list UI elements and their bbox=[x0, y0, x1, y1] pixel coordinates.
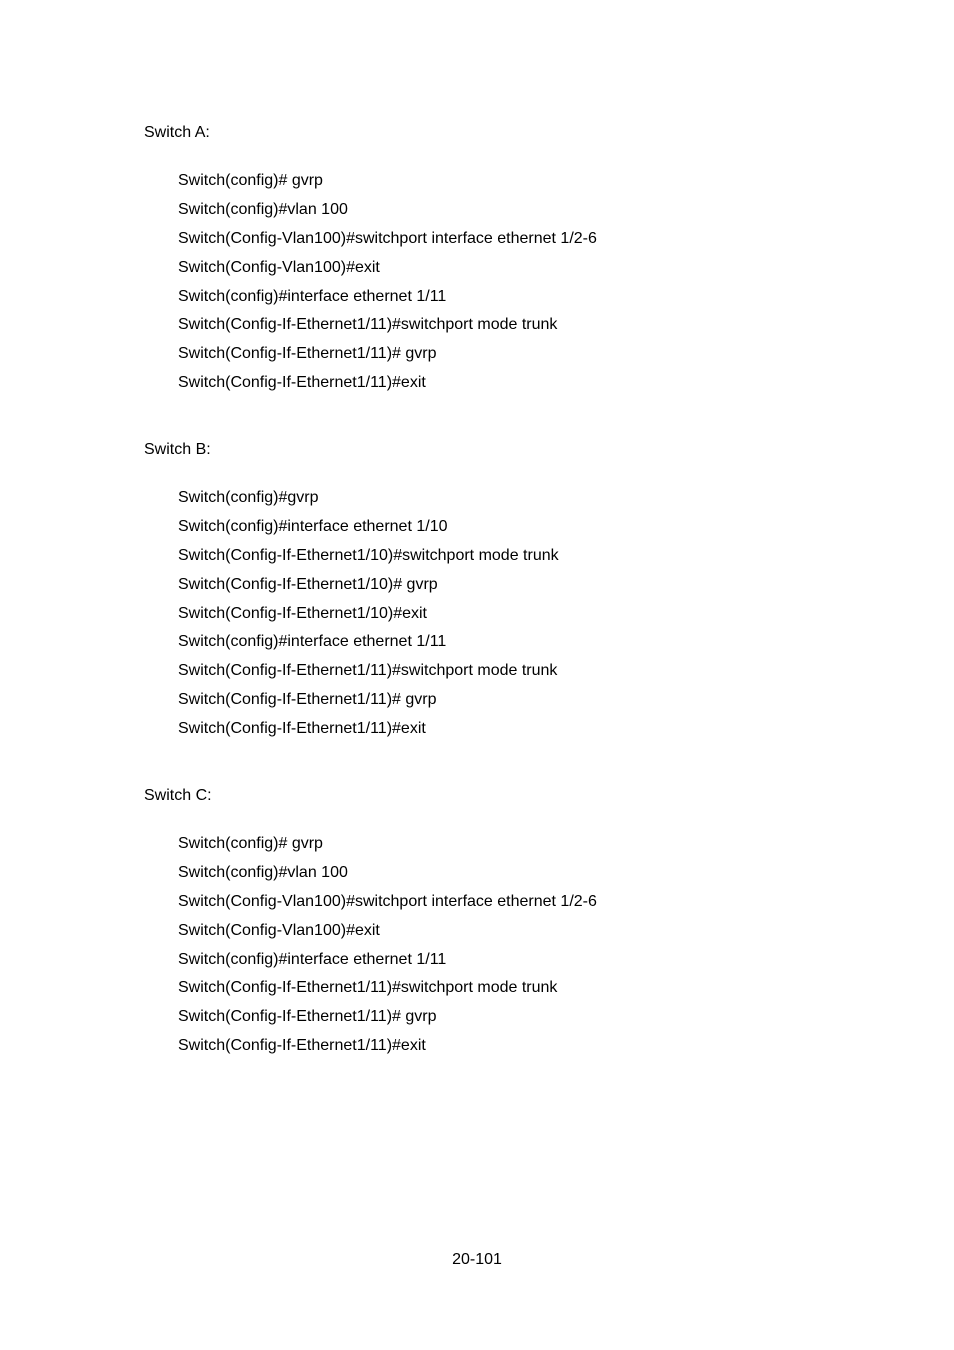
command-line: Switch(Config-If-Ethernet1/11)# gvrp bbox=[178, 345, 437, 363]
section-title: Switch B: bbox=[144, 441, 211, 458]
command-line: Switch(config)#interface ethernet 1/11 bbox=[178, 287, 447, 305]
command-line: Switch(config)#interface ethernet 1/11 bbox=[178, 633, 447, 651]
command-line: Switch(config)#vlan 100 bbox=[178, 200, 348, 218]
command-line: Switch(Config-If-Ethernet1/11)#switchport mode trunk bbox=[178, 979, 558, 997]
command-line: Switch(Config-If-Ethernet1/11)#exit bbox=[178, 374, 426, 392]
command-line: Switch(Config-If-Ethernet1/10)# gvrp bbox=[178, 575, 438, 593]
command-line: Switch(Config-If-Ethernet1/10)#switchport mode trunk bbox=[178, 546, 559, 564]
command-line: Switch(Config-If-Ethernet1/11)#switchport mode trunk bbox=[178, 662, 558, 680]
command-line: Switch(Config-If-Ethernet1/11)#exit bbox=[178, 1037, 426, 1055]
section-title: Switch C: bbox=[144, 787, 212, 804]
command-line: Switch(Config-Vlan100)#switchport interface ethernet 1/2-6 bbox=[178, 229, 597, 247]
command-list bbox=[178, 172, 597, 403]
command-list bbox=[178, 489, 559, 749]
command-line: Switch(Config-If-Ethernet1/11)# gvrp bbox=[178, 1008, 437, 1026]
page-number: 20-101 bbox=[452, 1251, 502, 1268]
command-line: Switch(Config-Vlan100)#exit bbox=[178, 258, 380, 276]
command-line: Switch(config)#gvrp bbox=[178, 489, 319, 506]
section-title: Switch A: bbox=[144, 124, 210, 141]
command-line: Switch(Config-If-Ethernet1/11)#switchport mode trunk bbox=[178, 316, 558, 334]
command-line: Switch(config)# gvrp bbox=[178, 835, 323, 852]
command-line: Switch(config)# gvrp bbox=[178, 172, 323, 189]
command-list bbox=[178, 835, 597, 1066]
command-line: Switch(Config-If-Ethernet1/11)# gvrp bbox=[178, 691, 437, 709]
section-switch-c bbox=[144, 787, 597, 1055]
command-line: Switch(Config-Vlan100)#exit bbox=[178, 921, 380, 939]
section-switch-b bbox=[144, 441, 559, 738]
command-line: Switch(config)#interface ethernet 1/10 bbox=[178, 517, 448, 535]
command-line: Switch(config)#vlan 100 bbox=[178, 863, 348, 881]
command-line: Switch(Config-If-Ethernet1/10)#exit bbox=[178, 604, 427, 622]
command-line: Switch(Config-If-Ethernet1/11)#exit bbox=[178, 720, 426, 738]
command-line: Switch(config)#interface ethernet 1/11 bbox=[178, 950, 447, 968]
section-switch-a bbox=[144, 124, 597, 392]
command-line: Switch(Config-Vlan100)#switchport interface ethernet 1/2-6 bbox=[178, 892, 597, 910]
